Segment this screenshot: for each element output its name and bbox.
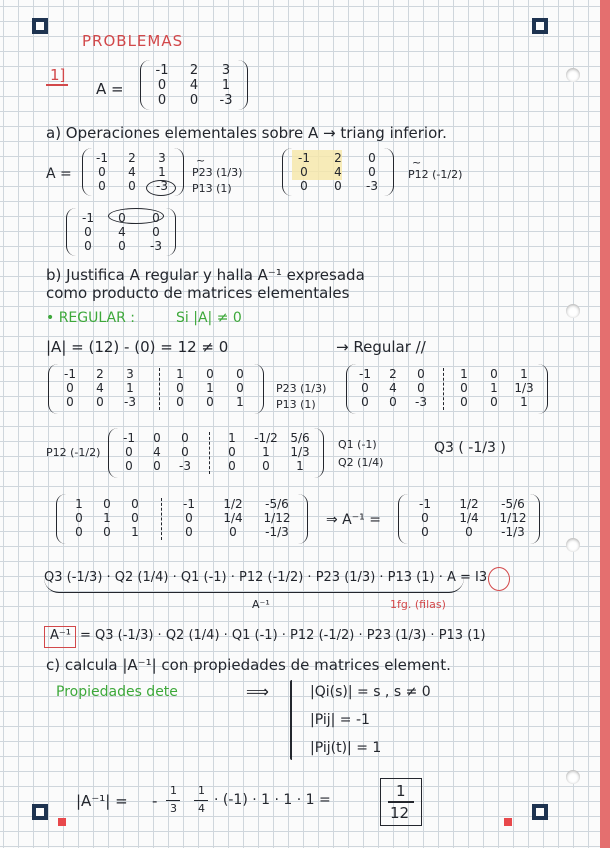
matrix-cell: 0 [75, 525, 83, 539]
matrix-cell: -1 [183, 497, 195, 511]
matrix-cell: 5/6 [290, 431, 310, 445]
property-1: |Qi(s)| = s , s ≠ 0 [310, 684, 431, 700]
matrix-cell: 1/3 [514, 381, 534, 395]
matrix-cell: 0 [206, 367, 214, 381]
problem-number: 1] [50, 66, 66, 84]
matrix-cell: -1/3 [501, 525, 525, 539]
matrix-cell: 0 [181, 445, 189, 459]
matrix-cell: 4 [189, 78, 199, 93]
matrix-cell: 3 [221, 63, 231, 78]
binder-hole [566, 770, 580, 784]
matrix-cell: 0 [98, 179, 106, 193]
matrix-cell: 0 [490, 395, 498, 409]
matrix-cell: -3 [150, 239, 162, 253]
matrix-cell: -1 [155, 63, 169, 78]
part-a-lhs: A = [46, 166, 72, 182]
matrix-cell: 0 [421, 511, 429, 525]
product-brace [44, 578, 464, 593]
brace-label: A⁻¹ [252, 598, 270, 611]
implies-inverse: ⇒ A⁻¹ = [326, 512, 381, 528]
result-lhs: |A⁻¹| = [76, 792, 128, 810]
regular-condition: Si |A| ≠ 0 [176, 310, 242, 326]
matrix-cell: 0 [157, 78, 167, 93]
page-title: PROBLEMAS [82, 32, 184, 50]
matrix-cell: 3 [158, 151, 166, 165]
red-square-mark [504, 818, 512, 826]
augmented-matrix-1-right [165, 367, 255, 409]
matrix-cell: 1/3 [290, 445, 310, 459]
aug-op-5: Q2 (1/4) [338, 456, 384, 469]
fraction-1-numerator: 1 [170, 784, 177, 797]
matrix-cell: 0 [98, 165, 106, 179]
matrix-cell: 0 [460, 381, 468, 395]
problem-number-underline [46, 84, 68, 86]
matrix-cell: 0 [236, 367, 244, 381]
fraction-1-bar [166, 800, 180, 801]
matrix-cell: 1 [460, 367, 468, 381]
matrix-cell: -1 [123, 431, 135, 445]
part-b-heading-1: b) Justifica A regular y halla A⁻¹ expresada [46, 266, 365, 284]
augmented-matrix-3 [108, 428, 324, 478]
matrix-a [140, 60, 248, 110]
matrix-cell: 0 [417, 381, 425, 395]
corner-mark-top-right [532, 18, 548, 34]
matrix-cell: 1/2 [223, 497, 243, 511]
augmented-matrix-4 [56, 494, 308, 544]
augmented-divider [159, 368, 161, 410]
matrix-cell: 4 [334, 165, 342, 179]
matrix-cell: 1 [75, 497, 83, 511]
matrix-cell: 1 [158, 165, 166, 179]
matrix-cell: 0 [152, 225, 160, 239]
augmented-matrix-1 [48, 364, 264, 414]
matrix-cell: 2 [334, 151, 342, 165]
matrix-cell: 0 [361, 381, 369, 395]
property-2: |Pij| = -1 [310, 712, 370, 728]
determinant-line: |A| = (12) - (0) = 12 ≠ 0 [46, 338, 229, 356]
matrix-cell: 0 [153, 431, 161, 445]
matrix-cell: -1/3 [265, 525, 289, 539]
matrix-cell: 3 [126, 367, 134, 381]
properties-label: Propiedades dete [56, 684, 178, 700]
matrix-cell: 4 [389, 381, 397, 395]
matrix-cell: 1 [236, 395, 244, 409]
inverse-label: A⁻¹ [50, 628, 71, 643]
part-a-heading: a) Operaciones elementales sobre A → triang inferior. [46, 124, 447, 142]
regular-label: • REGULAR : [46, 310, 135, 326]
matrix-cell: 1 [520, 395, 528, 409]
result-calculation: · (-1) · 1 · 1 · 1 = [214, 792, 331, 808]
determinant-result: → Regular // [336, 338, 426, 356]
matrix-cell: 0 [152, 211, 160, 225]
augmented-matrix-4-right [167, 497, 299, 539]
matrix-cell: 0 [460, 395, 468, 409]
augmented-divider [443, 368, 445, 410]
fraction-1-denominator: 3 [170, 802, 177, 815]
page-edge [600, 0, 610, 848]
corner-mark-bottom-left [32, 804, 48, 820]
matrix-cell: 0 [228, 445, 236, 459]
matrix-cell: 0 [465, 525, 473, 539]
matrix-cell: 0 [185, 511, 193, 525]
a-circle [488, 567, 510, 591]
part-c-heading: c) calcula |A⁻¹| con propiedades de matrices element. [46, 656, 451, 674]
matrix-cell: 1 [520, 367, 528, 381]
binder-hole [566, 304, 580, 318]
binder-hole [566, 538, 580, 552]
inverse-matrix [398, 494, 540, 544]
matrix-cell: 1/12 [499, 511, 527, 525]
result-minus: - [152, 792, 158, 810]
matrix-cell: 0 [262, 459, 270, 473]
matrix-cell: -1 [82, 211, 94, 225]
part-a-matrix-2 [282, 148, 394, 196]
matrix-cell: 0 [421, 525, 429, 539]
matrix-cell: 0 [75, 511, 83, 525]
matrix-cell: 2 [128, 151, 136, 165]
tilde-symbol: ~ [196, 154, 206, 167]
matrix-cell: 1 [176, 367, 184, 381]
part-a-op-1: P23 (1/3) [192, 166, 243, 179]
matrix-cell: 0 [490, 367, 498, 381]
matrix-cell: 0 [84, 225, 92, 239]
matrix-cell: -1 [298, 151, 310, 165]
cancel-circle [108, 208, 164, 224]
aug-op-6: Q3 ( -1/3 ) [434, 440, 506, 456]
aug-op-3: P12 (-1/2) [46, 446, 101, 459]
final-numerator: 1 [396, 782, 406, 800]
inverse-matrix-cells [403, 497, 535, 539]
matrix-cell: 1/2 [459, 497, 479, 511]
matrix-cell: 1 [262, 445, 270, 459]
properties-brace [290, 680, 292, 760]
matrix-cell: 1 [228, 431, 236, 445]
matrix-cell: 1/12 [263, 511, 291, 525]
matrix-cell: 2 [96, 367, 104, 381]
matrix-cell: 1 [206, 381, 214, 395]
matrix-cell: 2 [389, 367, 397, 381]
part-b-heading-2: como producto de matrices elementales [46, 284, 350, 302]
matrix-cell: 0 [125, 445, 133, 459]
matrix-cell: -3 [179, 459, 191, 473]
fraction-2-bar [194, 800, 208, 801]
elementary-product: Q3 (-1/3) · Q2 (1/4) · Q1 (-1) · P12 (-1/2) · P23 (1/3) · P13 (1) · A = I3 [44, 570, 488, 585]
property-3: |Pij(t)| = 1 [310, 740, 382, 756]
part-a-matrix-2-cells [287, 151, 393, 193]
matrix-cell: 0 [389, 395, 397, 409]
matrix-cell: 1/4 [459, 511, 479, 525]
matrix-a-label: A = [96, 80, 124, 98]
matrix-cell: 0 [417, 367, 425, 381]
matrix-cell: 0 [66, 381, 74, 395]
matrix-cell: 4 [118, 225, 126, 239]
matrix-cell: 0 [368, 151, 376, 165]
matrix-cell: -5/6 [265, 497, 289, 511]
augmented-matrix-3-right [215, 431, 317, 473]
aug-op-4: Q1 (-1) [338, 438, 377, 451]
matrix-cell: 0 [206, 395, 214, 409]
matrix-cell: 1/4 [223, 511, 243, 525]
pivot-circle [146, 180, 176, 196]
augmented-matrix-2-right [449, 367, 539, 409]
matrix-cell: 0 [157, 93, 167, 108]
matrix-cell: 0 [118, 239, 126, 253]
matrix-cell: -3 [156, 179, 168, 193]
part-a-op-2: P13 (1) [192, 182, 232, 195]
matrix-cell: 0 [176, 395, 184, 409]
matrix-cell: -3 [124, 395, 136, 409]
matrix-cell: -3 [415, 395, 427, 409]
matrix-cell: 0 [103, 525, 111, 539]
inverse-product: = Q3 (-1/3) · Q2 (1/4) · Q1 (-1) · P12 (-1/2) · P23 (1/3) · P13 (1) [80, 628, 486, 643]
matrix-cell: -1/2 [254, 431, 278, 445]
matrix-cell: 0 [66, 395, 74, 409]
matrix-cell: 0 [189, 93, 199, 108]
matrix-cell: 1 [490, 381, 498, 395]
properties-arrow: ⟹ [246, 682, 269, 701]
matrix-cell: 1 [126, 381, 134, 395]
binder-hole [566, 68, 580, 82]
matrix-cell: 0 [361, 395, 369, 409]
matrix-cell: 2 [189, 63, 199, 78]
matrix-cell: 0 [181, 431, 189, 445]
augmented-matrix-3-left [115, 431, 199, 473]
aug-op-1: P23 (1/3) [276, 382, 327, 395]
matrix-cell: 1 [221, 78, 231, 93]
matrix-cell: 0 [125, 459, 133, 473]
red-square-mark [58, 818, 66, 826]
matrix-cell: 0 [131, 511, 139, 525]
corner-mark-top-left [32, 18, 48, 34]
augmented-matrix-4-left [65, 497, 149, 539]
augmented-matrix-2-left [351, 367, 435, 409]
matrix-cell: 0 [128, 179, 136, 193]
matrix-cell: 0 [229, 525, 237, 539]
matrix-cell: 0 [131, 497, 139, 511]
row-note: 1fg. (filas) [390, 598, 446, 611]
matrix-cell: 0 [368, 165, 376, 179]
matrix-cell: 1 [103, 511, 111, 525]
matrix-cell: -1 [359, 367, 371, 381]
matrix-cell: -3 [366, 179, 378, 193]
augmented-divider [209, 432, 211, 474]
matrix-cell: 0 [153, 459, 161, 473]
matrix-a-cells [146, 63, 247, 108]
aug-op-2: P13 (1) [276, 398, 316, 411]
matrix-cell: 0 [84, 239, 92, 253]
final-fraction-bar [388, 801, 414, 803]
matrix-cell: 1 [131, 525, 139, 539]
part-a-op-3: P12 (-1/2) [408, 168, 463, 181]
augmented-matrix-2 [346, 364, 548, 414]
matrix-cell: 0 [176, 381, 184, 395]
matrix-cell: -1 [96, 151, 108, 165]
matrix-cell: 0 [228, 459, 236, 473]
fraction-2-numerator: 1 [198, 784, 205, 797]
matrix-cell: 0 [300, 165, 308, 179]
corner-mark-bottom-right [532, 804, 548, 820]
matrix-cell: 4 [96, 381, 104, 395]
matrix-cell: 0 [96, 395, 104, 409]
fraction-2-denominator: 4 [198, 802, 205, 815]
matrix-cell: -5/6 [501, 497, 525, 511]
matrix-cell: 4 [153, 445, 161, 459]
augmented-divider [161, 498, 163, 540]
matrix-cell: 0 [185, 525, 193, 539]
matrix-cell: 0 [118, 211, 126, 225]
matrix-cell: 0 [300, 179, 308, 193]
matrix-cell: 1 [296, 459, 304, 473]
tilde-symbol: ~ [412, 156, 422, 169]
matrix-cell: 4 [128, 165, 136, 179]
matrix-cell: 0 [236, 381, 244, 395]
augmented-matrix-1-left [55, 367, 145, 409]
matrix-cell: -1 [419, 497, 431, 511]
matrix-cell: -1 [64, 367, 76, 381]
final-denominator: 12 [390, 804, 410, 822]
matrix-cell: -3 [219, 93, 233, 108]
matrix-cell: 0 [334, 179, 342, 193]
matrix-cell: 0 [103, 497, 111, 511]
